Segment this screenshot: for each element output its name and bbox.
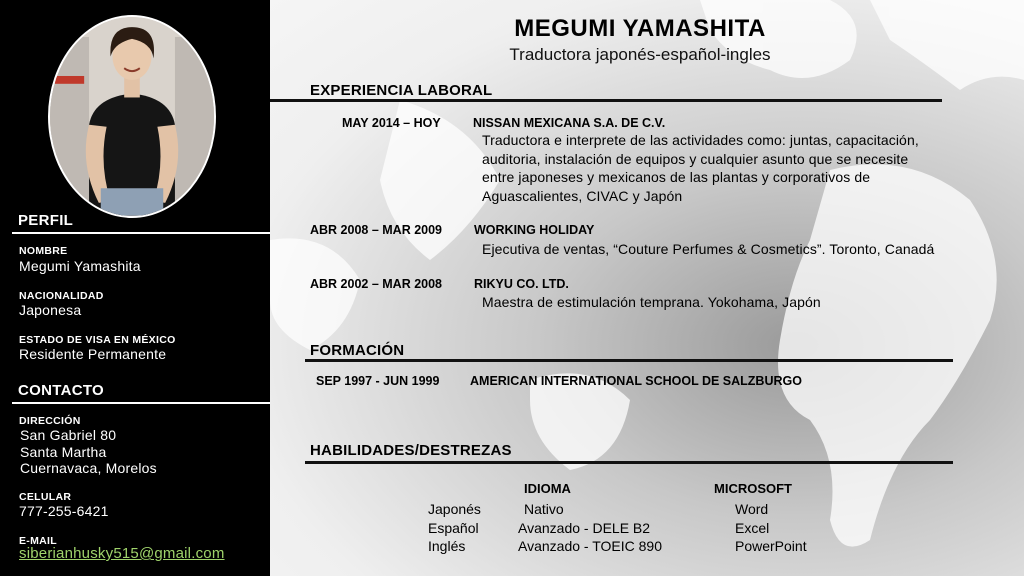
language-name: Inglés xyxy=(428,538,466,554)
perfil-divider xyxy=(12,232,270,234)
job-description xyxy=(482,293,821,312)
job-description-line: Maestra de estimulación temprana. Yokohama, Japón xyxy=(482,294,821,310)
experiencia-divider xyxy=(270,99,942,102)
nombre-label: NOMBRE xyxy=(19,245,68,257)
job-description xyxy=(482,131,919,205)
direccion-label: DIRECCIÓN xyxy=(19,415,81,427)
formacion-dates: SEP 1997 - JUN 1999 xyxy=(316,374,440,388)
visa-value: Residente Permanente xyxy=(19,346,167,362)
job-org: WORKING HOLIDAY xyxy=(474,223,595,237)
profile-photo xyxy=(48,15,216,218)
language-level: Avanzado - TOEIC 890 xyxy=(518,538,662,554)
nombre-value: Megumi Yamashita xyxy=(19,258,141,274)
nacionalidad-value: Japonesa xyxy=(19,302,82,318)
contacto-divider xyxy=(12,402,270,404)
language-level: Nativo xyxy=(524,501,564,517)
celular-label: CELULAR xyxy=(19,491,72,503)
language-list xyxy=(428,500,481,556)
contacto-heading: CONTACTO xyxy=(18,382,105,399)
visa-label: ESTADO DE VISA EN MÉXICO xyxy=(19,334,176,346)
job-dates: ABR 2008 – MAR 2009 xyxy=(310,223,443,237)
formacion-divider xyxy=(305,359,953,362)
microsoft-list xyxy=(735,500,807,556)
microsoft-skill: PowerPoint xyxy=(735,538,807,554)
job-dates: ABR 2002 – MAR 2008 xyxy=(310,277,443,291)
language-level-list xyxy=(518,500,662,556)
microsoft-skill: Excel xyxy=(735,519,770,536)
language-name: Español xyxy=(428,519,479,536)
idioma-heading: IDIOMA xyxy=(524,481,571,496)
formacion-school: AMERICAN INTERNATIONAL SCHOOL DE SALZBURGO xyxy=(470,374,802,388)
job-description xyxy=(482,240,934,259)
nacionalidad-label: NACIONALIDAD xyxy=(19,290,104,302)
job-description-line: Aguascalientes, CIVAC y Japón xyxy=(482,187,683,204)
formacion-heading: FORMACIÓN xyxy=(310,342,405,359)
email-label: E-MAIL xyxy=(19,535,57,547)
job-description-line: auditoria, instalación de equipos y cualquier asunto que se necesite xyxy=(482,150,909,167)
celular-value: 777-255-6421 xyxy=(19,503,109,519)
sidebar xyxy=(0,0,270,576)
job-description-line: Traductora e interprete de las actividades como: juntas, capacitación, xyxy=(482,132,919,148)
habilidades-heading: HABILIDADES/DESTREZAS xyxy=(310,442,512,459)
main-content xyxy=(270,0,1024,576)
job-dates: MAY 2014 – HOY xyxy=(342,116,441,130)
microsoft-heading: MICROSOFT xyxy=(714,481,792,496)
page-title: MEGUMI YAMASHITA xyxy=(514,15,766,42)
page-subtitle: Traductora japonés-español-ingles xyxy=(509,45,771,64)
direccion-line: San Gabriel 80 xyxy=(20,427,117,443)
job-org: NISSAN MEXICANA S.A. DE C.V. xyxy=(473,116,666,130)
experiencia-heading: EXPERIENCIA LABORAL xyxy=(310,82,493,99)
email-link[interactable]: siberianhusky515@gmail.com xyxy=(19,545,225,562)
language-name: Japonés xyxy=(428,501,481,517)
direccion-value xyxy=(20,427,157,477)
direccion-line: Cuernavaca, Morelos xyxy=(20,460,157,476)
direccion-line: Santa Martha xyxy=(20,443,107,460)
microsoft-skill: Word xyxy=(735,501,769,517)
habilidades-divider xyxy=(305,461,953,464)
language-level: Avanzado - DELE B2 xyxy=(518,519,651,536)
job-description-line: entre japoneses y mexicanos de las plantas y corporativos de xyxy=(482,169,871,185)
job-description-line: Ejecutiva de ventas, “Couture Perfumes & Cosmetics”. Toronto, Canadá xyxy=(482,241,935,257)
person-illustration-icon xyxy=(50,17,214,216)
job-org: RIKYU CO. LTD. xyxy=(474,277,569,291)
perfil-heading: PERFIL xyxy=(18,212,74,229)
